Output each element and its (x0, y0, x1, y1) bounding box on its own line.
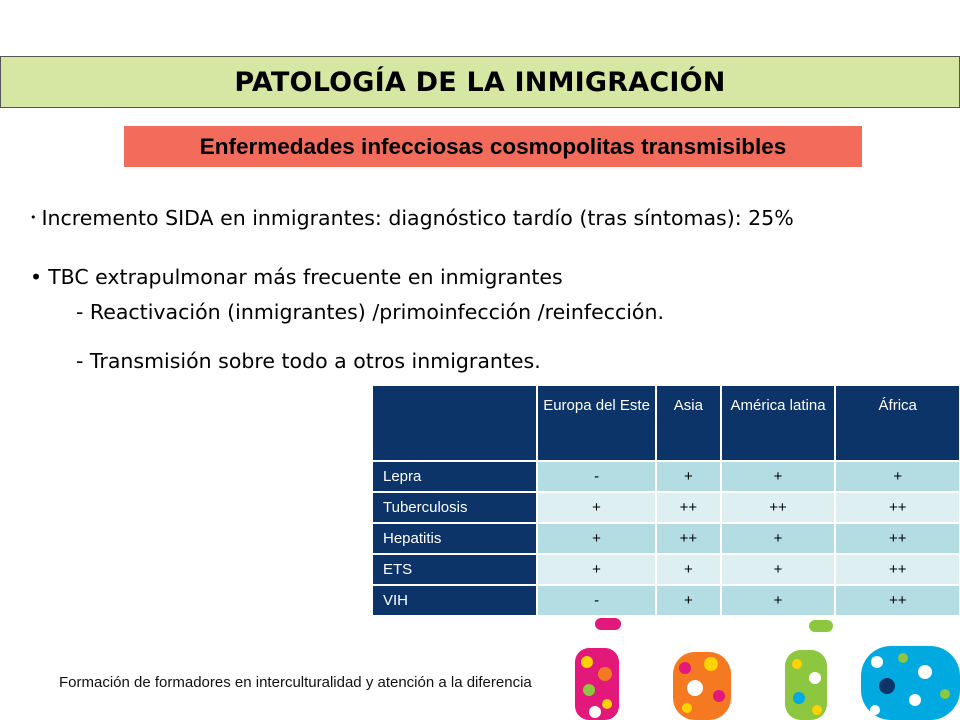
row-label: ETS (373, 554, 537, 585)
table-cell: ++ (721, 492, 836, 523)
column-header: África (835, 386, 959, 461)
table-row (373, 554, 959, 585)
table-cell: + (835, 461, 959, 492)
row-label: Tuberculosis (373, 492, 537, 523)
table-cell: + (721, 523, 836, 554)
subtitle-text: Enfermedades infecciosas cosmopolitas transmisibles (199, 133, 787, 159)
table-cell: + (721, 554, 836, 585)
table-cell: ++ (656, 523, 721, 554)
bullet-dot-icon: • (30, 265, 43, 289)
bullet-text-tbc: TBC extrapulmonar más frecuente en inmigrantes (48, 265, 563, 289)
table-cell: - (537, 461, 656, 492)
logo-dots-icon (565, 612, 960, 720)
table-cell: + (721, 461, 836, 492)
column-header: América latina (721, 386, 836, 461)
table-cell: + (721, 585, 836, 616)
table-cell: - (537, 585, 656, 616)
row-label: Hepatitis (373, 523, 537, 554)
table-header-row (373, 386, 959, 461)
footer-text: Formación de formadores en interculturalidad y atención a la diferencia (59, 674, 532, 691)
table-cell: + (656, 461, 721, 492)
bullet-text-sida: Incremento SIDA en inmigrantes: diagnóstico tardío (tras síntomas): 25% (41, 206, 794, 230)
table-cell: + (537, 554, 656, 585)
table-row (373, 523, 959, 554)
subtitle-banner (124, 126, 862, 167)
table-cell: ++ (835, 585, 959, 616)
sub-line-reactivacion: - Reactivación (inmigrantes) /primoinfección /reinfección. (76, 300, 664, 324)
table-row (373, 492, 959, 523)
table-cell: ++ (835, 492, 959, 523)
table-cell: ++ (835, 554, 959, 585)
table-cell: + (537, 492, 656, 523)
colorful-logo-graphic (565, 612, 960, 720)
bullet-line-sida (30, 206, 794, 230)
column-header: Asia (656, 386, 721, 461)
sub-line-transmision: - Transmisión sobre todo a otros inmigrantes. (76, 349, 541, 373)
column-header: Europa del Este (537, 386, 656, 461)
slide-title-bar (0, 56, 960, 108)
slide-title: PATOLOGÍA DE LA INMIGRACIÓN (234, 66, 726, 98)
table-corner-cell (373, 386, 537, 461)
table-row (373, 461, 959, 492)
row-label: Lepra (373, 461, 537, 492)
table-cell: ++ (835, 523, 959, 554)
table-cell: + (656, 585, 721, 616)
table-cell: ++ (656, 492, 721, 523)
row-label: VIH (373, 585, 537, 616)
disease-region-table (373, 386, 959, 617)
table-cell: + (537, 523, 656, 554)
table-cell: + (656, 554, 721, 585)
bullet-line-tbc (30, 265, 563, 289)
bullet-dot-icon: • (30, 211, 37, 224)
